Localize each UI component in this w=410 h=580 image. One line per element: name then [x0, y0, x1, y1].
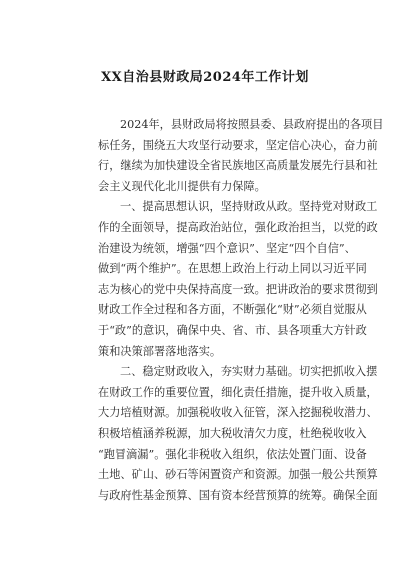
text-line: 二、稳定财政收入，夯实财力基础。切实把抓收入摆	[120, 365, 378, 379]
text-line: 积极培植涵养税源，加大税收清欠力度，杜绝税收收入	[98, 426, 367, 440]
text-line: 于“政”的意识，确保中央、省、市、县各项重大方针政	[98, 323, 367, 337]
text-line: 策和决策部署落地落实。	[98, 344, 222, 358]
text-line: 在财政工作的重要位置，细化责任措施，提升收入质量，	[98, 385, 378, 399]
text-line: 大力培植财源。加强税收收入征管，深入挖掘税收潜力、	[98, 406, 378, 420]
text-line: 做到“两个维护”。在思想上政治上行动上同以习近平同	[98, 262, 367, 276]
text-line: 财政工作全过程和各方面，不断强化“财”必须自觉服从	[98, 303, 367, 317]
text-line: “跑冒滴漏”。强化非税收入组织，依法处置门面、设备	[98, 447, 367, 461]
text-line: 与政府性基金预算、国有资本经营预算的统筹。确保全面	[98, 488, 378, 502]
text-line: 土地、矿山、砂石等闲置资产和资源。加强一般公共预算	[98, 468, 378, 482]
document-title: XX自治县财政局2024年工作计划	[101, 70, 309, 85]
text-line: 标任务，围绕五大攻坚行动要求，坚定信心决心，奋力前	[98, 138, 378, 152]
text-line: 作的全面领导，提高政治站位，强化政治担当，以党的政	[98, 220, 378, 234]
document-body	[98, 115, 384, 506]
text-line: 一、提高思想认识，坚持财政从政。坚持党对财政工	[120, 200, 378, 214]
text-line: 志为核心的党中央保持高度一致。把讲政治的要求贯彻到	[98, 282, 378, 296]
text-line: 行，继续为加快建设全省民族地区高质量发展先行县和社	[98, 159, 378, 173]
text-line: 会主义现代化北川提供有力保障。	[98, 179, 266, 193]
text-line: 2024年，县财政局将按照县委、县政府提出的各项目	[120, 118, 384, 131]
text-line: 治建设为统领，增强“四个意识”、坚定“四个自信”、	[98, 241, 356, 255]
